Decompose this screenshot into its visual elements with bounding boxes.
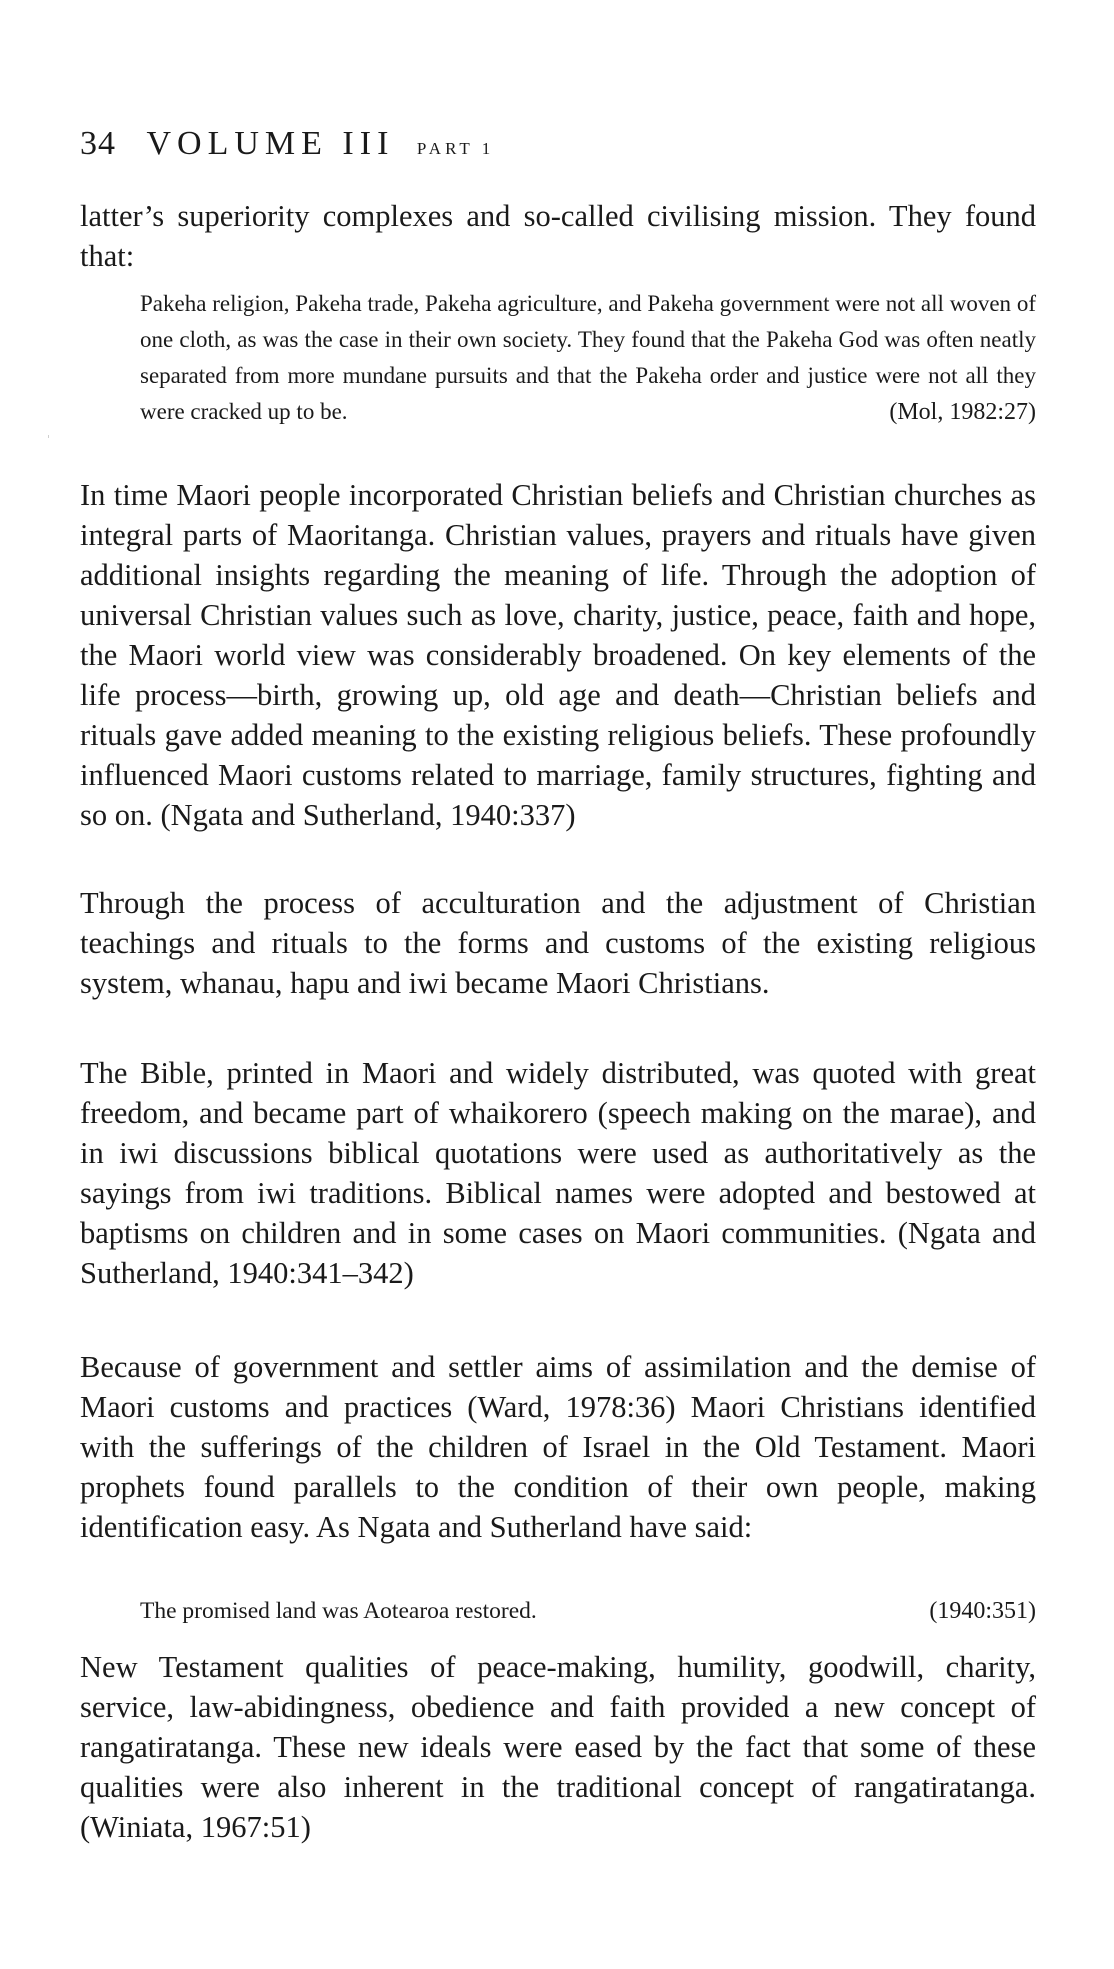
part-label: PART 1 — [416, 139, 495, 158]
running-header — [80, 125, 494, 163]
paragraph-6-block — [80, 1647, 1036, 1847]
paragraph-4-block — [80, 1053, 1036, 1293]
paragraph-5-block — [80, 1347, 1036, 1547]
page-number: 34 — [80, 125, 116, 162]
paragraph-1-block — [80, 196, 1036, 276]
paragraph-1: latter’s superiority complexes and so-called civilising mission. They found that: — [80, 199, 1036, 273]
paragraph-5: Because of government and settler aims of assimilation and the demise of Maori customs and practices (Ward, 1978:36) Maori Christians identified with the sufferings of the children of Israel in the Old Testament. Maori prophets found parallels to the condition of their own people, making identification easy. As Ngata and Sutherland have said: — [80, 1350, 1036, 1544]
block-quote-mol-text: Pakeha religion, Pakeha trade, Pakeha agriculture, and Pakeha government were not all woven of one cloth, as was the case in their own society. They found that the Pakeha God was often neatly separated from more mundane pursuits and that the Pakeha order and justice were not all they were cracked up to be. — [140, 291, 1036, 424]
block-quote-mol-citation: (Mol, 1982:27) — [889, 399, 1036, 425]
paragraph-2: In time Maori people incorporated Christian beliefs and Christian churches as integral parts of Maoritanga. Christian values, prayers and rituals have given additional insights regarding the meaning of life. Through the adoption of universal Christian values such as love, charity, justice, peace, faith and hope, the Maori world view was considerably broadened. On key elements of the life process—birth, growing up, old age and death—Christian beliefs and rituals gave added meaning to the existing religious beliefs. These profoundly influenced Maori customs related to marriage, family structures, fighting and so on. (Ngata and Sutherland, 1940:337) — [80, 478, 1036, 832]
paragraph-6: New Testament qualities of peace-making, humility, goodwill, charity, service, law-abidingness, obedience and faith provided a new concept of rangatiratanga. These new ideals were eased by the fact that some of these qualities were also inherent in the traditional concept of rangatiratanga. (Winiata, 1967:51) — [80, 1650, 1036, 1844]
margin-mark — [48, 435, 49, 438]
volume-label: VOLUME III — [146, 125, 395, 162]
block-quote-promised-land-text: The promised land was Aotearoa restored. — [140, 1598, 537, 1624]
paragraph-3: Through the process of acculturation and the adjustment of Christian teachings and rituals to the forms and customs of the existing religious system, whanau, hapu and iwi became Maori Christians. — [80, 886, 1036, 1000]
paragraph-3-block — [80, 883, 1036, 1003]
paragraph-4: The Bible, printed in Maori and widely distributed, was quoted with great freedom, and became part of whaikorero (speech making on the marae), and in iwi discussions biblical quotations were used as authoritatively as the sayings from iwi traditions. Biblical names were adopted and bestowed at baptisms on children and in some cases on Maori communities. (Ngata and Sutherland, 1940:341–342) — [80, 1056, 1036, 1290]
paragraph-2-block — [80, 475, 1036, 835]
block-quote-mol — [140, 286, 1036, 430]
block-quote-promised-land — [140, 1593, 1036, 1629]
block-quote-promised-land-citation: (1940:351) — [929, 1598, 1036, 1624]
